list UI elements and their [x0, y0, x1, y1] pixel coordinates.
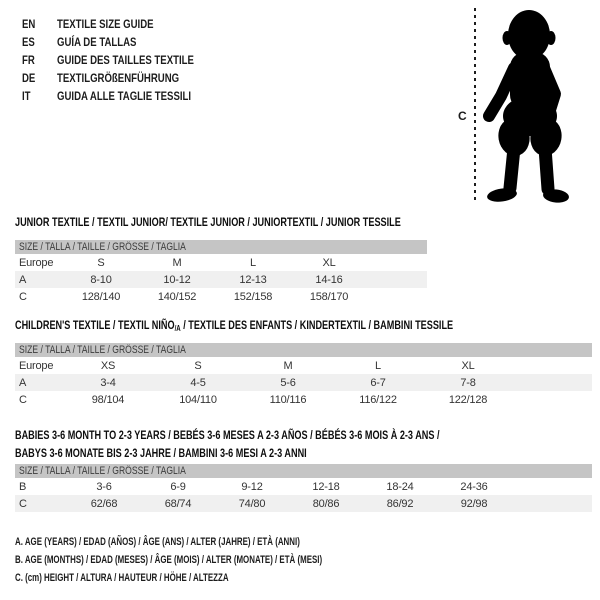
- junior-section-title: JUNIOR TEXTILE / TEXTIL JUNIOR/ TEXTILE JUNIOR / JUNIORTEXTIL / JUNIOR TESSILE: [15, 215, 401, 229]
- age-cell: 7-8: [460, 376, 476, 389]
- baby-leg-left: [510, 148, 514, 188]
- language-code: EN: [22, 17, 36, 31]
- table-row-height: [15, 288, 427, 305]
- size-cell: S: [97, 256, 105, 269]
- junior-size-table: [15, 240, 427, 305]
- language-code: ES: [22, 35, 35, 49]
- months-cell: 12-18: [312, 480, 340, 493]
- age-cell: 3-4: [100, 376, 116, 389]
- height-cell: 158/170: [309, 290, 349, 303]
- babies-size-table: [15, 464, 592, 512]
- age-cell: 12-13: [239, 273, 267, 286]
- row-label: Europe: [19, 359, 54, 372]
- language-code: IT: [22, 89, 31, 103]
- age-cell: 8-10: [90, 273, 112, 286]
- months-cell: 3-6: [96, 480, 112, 493]
- size-header-bar: SIZE / TALLA / TAILLE / GRÖSSE / TAGLIA: [15, 343, 592, 357]
- age-cell: 14-16: [315, 273, 343, 286]
- size-cell: M: [172, 256, 182, 269]
- babies-section-title: BABIES 3-6 MONTH TO 2-3 YEARS / BEBÉS 3-6 MESES A 2-3 AÑOS / BÉBÉS 3-6 MOIS À 2-3 ANS / BABYS 3-6 MONATE BIS 2-3 JAHRE / BAMBINI 3-6 MESI A 2-3 ANNI: [15, 428, 440, 460]
- table-row-age: [15, 271, 427, 288]
- language-row-de: [22, 69, 228, 87]
- size-cell: S: [194, 359, 202, 372]
- height-cell: 122/128: [448, 393, 488, 406]
- age-cell: 10-12: [163, 273, 191, 286]
- row-label: Europe: [19, 256, 54, 269]
- height-cell: 74/80: [238, 497, 266, 510]
- table-row-europe: [15, 357, 592, 374]
- baby-leg-right: [545, 148, 548, 189]
- baby-ear-right: [547, 31, 556, 45]
- baby-silhouette-icon: [480, 6, 575, 206]
- table-row-months: [15, 478, 592, 495]
- height-cell: 110/116: [269, 393, 307, 406]
- height-cell: 62/68: [90, 497, 118, 510]
- row-label: A: [19, 376, 27, 389]
- language-row-it: [22, 87, 228, 105]
- row-label: B: [19, 480, 27, 493]
- age-cell: 4-5: [190, 376, 206, 389]
- height-cell: 128/140: [81, 290, 121, 303]
- size-cell: M: [283, 359, 293, 372]
- height-cell: 140/152: [157, 290, 197, 303]
- height-measure-label: C: [458, 109, 467, 123]
- size-cell: XL: [322, 256, 336, 269]
- row-label: C: [19, 290, 27, 303]
- legend-line-age-months: B. AGE (MONTHS) / EDAD (MESES) / ÂGE (MOIS) / ALTER (MONATE) / ETÀ (MESI): [15, 554, 323, 566]
- legend: [15, 536, 442, 590]
- table-row-age: [15, 374, 592, 391]
- language-label: GUÍA DE TALLAS: [57, 35, 137, 49]
- months-cell: 24-36: [460, 480, 488, 493]
- language-list: [22, 15, 228, 105]
- height-cell: 68/74: [164, 497, 192, 510]
- children-size-table: [15, 343, 592, 408]
- size-cell: XS: [100, 359, 116, 372]
- row-label: C: [19, 497, 27, 510]
- table-row-height: [15, 495, 592, 512]
- language-label: TEXTILGRÖßENFÜHRUNG: [57, 71, 180, 85]
- height-cell: 80/86: [312, 497, 340, 510]
- language-label: GUIDA ALLE TAGLIE TESSILI: [57, 89, 192, 103]
- height-cell: 104/110: [179, 393, 217, 406]
- language-row-es: [22, 33, 228, 51]
- age-cell: 6-7: [370, 376, 386, 389]
- size-header-bar: SIZE / TALLA / TAILLE / GRÖSSE / TAGLIA: [15, 464, 592, 478]
- height-measure-line: [474, 8, 476, 204]
- nino-a-subscript: /A: [174, 324, 181, 333]
- height-cell: 98/104: [91, 393, 125, 406]
- size-cell: XL: [461, 359, 475, 372]
- table-row-height: [15, 391, 592, 408]
- size-cell: L: [375, 359, 381, 372]
- children-section-title: CHILDREN'S TEXTILE / TEXTIL $NIÑO_{/A}$ / TEXTILE DES ENFANTS / KINDERTEXTIL / BAMBINI TESSILE: [15, 318, 454, 333]
- row-label: C: [19, 393, 27, 406]
- height-cell: 92/98: [460, 497, 488, 510]
- legend-line-height: C. (cm) HEIGHT / ALTURA / HAUTEUR / HÖHE / ALTEZZA: [15, 572, 229, 584]
- row-label: A: [19, 273, 27, 286]
- language-code: FR: [22, 53, 35, 67]
- language-label: GUIDE DES TAILLES TEXTILE: [57, 53, 194, 67]
- months-cell: 18-24: [386, 480, 414, 493]
- language-code: DE: [22, 71, 36, 85]
- baby-ear-left: [503, 31, 512, 45]
- months-cell: 9-12: [241, 480, 263, 493]
- size-cell: L: [250, 256, 256, 269]
- height-cell: 86/92: [386, 497, 414, 510]
- language-label: TEXTILE SIZE GUIDE: [57, 17, 154, 31]
- table-row-europe: [15, 254, 427, 271]
- language-row-en: [22, 15, 228, 33]
- height-cell: 152/158: [233, 290, 273, 303]
- language-row-fr: [22, 51, 228, 69]
- months-cell: 6-9: [170, 480, 186, 493]
- legend-line-age-years: A. AGE (YEARS) / EDAD (AÑOS) / ÂGE (ANS) / ALTER (JAHRE) / ETÀ (ANNI): [15, 536, 300, 548]
- height-cell: 116/122: [359, 393, 397, 406]
- size-header-bar: SIZE / TALLA / TAILLE / GRÖSSE / TAGLIA: [15, 240, 427, 254]
- age-cell: 5-6: [280, 376, 296, 389]
